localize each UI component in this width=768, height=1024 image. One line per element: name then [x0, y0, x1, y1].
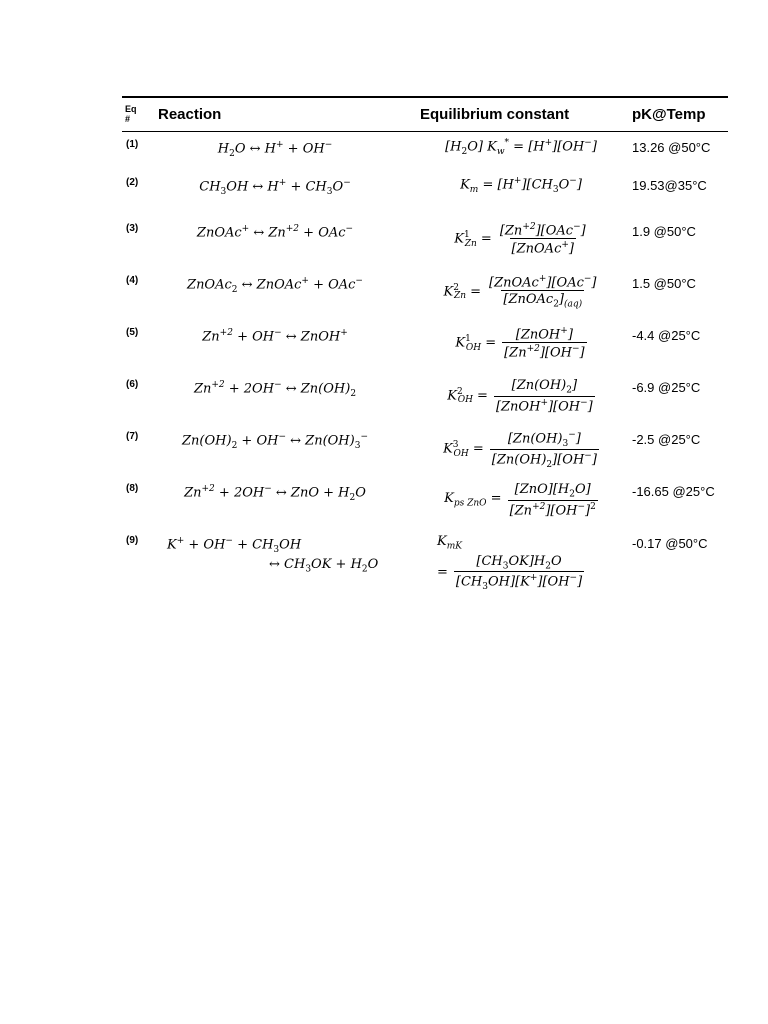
eq-number: (4) [126, 275, 139, 286]
table-row [122, 424, 728, 476]
eq-number: (5) [126, 327, 139, 338]
reaction-equation: $Zn^{+2} + 2OH^-$ ↔ $Zn(OH)_2$ [193, 380, 357, 399]
table-row [122, 132, 728, 170]
constant-header: Equilibrium constant [420, 106, 570, 123]
pk-value: 19.53@35°C [632, 178, 707, 193]
eq-number: (7) [126, 431, 139, 442]
equilibrium-expression: $K^3_{OH}$ = $\frac{[Zn(OH)_3^-]}{[Zn(OH)_2][OH^-]}$ [443, 430, 597, 470]
pk-value: 1.5 @50°C [632, 276, 696, 291]
reaction-header: Reaction [158, 106, 222, 123]
equilibrium-expression: $K_m = [H^+][CH_3O^-]$ [460, 176, 582, 195]
eq-number: (9) [126, 535, 139, 546]
table-row [122, 170, 728, 216]
table-row [122, 476, 728, 528]
equilibrium-table [122, 96, 728, 593]
reaction-equation: $Zn(OH)_2 + OH^-$ ↔ $Zn(OH)_3^-$ [182, 432, 368, 451]
equilibrium-expression: $K^2_{OH}$ = $\frac{[Zn(OH)_2]}{[ZnOH^+][OH^-]}$ [447, 378, 593, 414]
equilibrium-expression: $K_{mK}$ = $\frac{[CH_3OK]H_2O}{[CH_3OH][K^+][OH^-]}$ [437, 534, 583, 593]
eq-number: (3) [126, 223, 139, 234]
eq-number: (1) [126, 139, 139, 150]
pk-value: -6.9 @25°C [632, 380, 701, 395]
reaction-equation: $CH_3OH$ ↔ $H^+ + CH_3O^-$ [199, 178, 351, 197]
reaction-equation: ZnOAc$_2$ ↔ ZnOAc+ + OAc− [187, 276, 363, 295]
table-row [122, 216, 728, 268]
table-row [122, 268, 728, 320]
pk-value: -0.17 @50°C [632, 536, 708, 551]
reaction-equation: $K^+ + OH^- + CH_3OH$ ↔ $CH_3OK + H_2O$ [167, 536, 379, 575]
pk-value: 13.26 @50°C [632, 140, 711, 155]
table-row [122, 372, 728, 424]
eq-number: (8) [126, 483, 139, 494]
table-header [122, 98, 728, 131]
reaction-equation: ZnOAc+ ↔ $Zn^{+2} + OAc^-$ [196, 224, 354, 241]
eq-number: (2) [126, 177, 139, 188]
equilibrium-expression: $K_{ps ZnO}$ = $\frac{[ZnO][H_2O]}{[Zn^{+2}][OH^-]^2}$ [444, 482, 596, 518]
table-row [122, 320, 728, 372]
pk-value: 1.9 @50°C [632, 224, 696, 239]
eq-number: (6) [126, 379, 139, 390]
reaction-equation: $Zn^{+2} + OH^-$ ↔ ZnOH+ [202, 328, 348, 345]
equilibrium-expression: $K^2_{Zn}$ = $\frac{[ZnOAc^+][OAc^-]}{[ZnOAc_2]_{(aq)}}$ [443, 274, 597, 310]
equilibrium-expression: $[H_2O] K_w^* = [H^+][OH^-]$ [445, 138, 597, 157]
pk-header: pK@Temp [632, 106, 706, 123]
equilibrium-expression: $K^1_{Zn}$ = $\frac{[Zn^{+2}][OAc^-]}{[ZnOAc^+]}$ [454, 222, 586, 257]
pk-value: -4.4 @25°C [632, 328, 701, 343]
pk-value: -2.5 @25°C [632, 432, 701, 447]
eq-number-header: Eq # [125, 104, 137, 124]
equilibrium-expression: $K^1_{OH}$ = $\frac{[ZnOH^+]}{[Zn^{+2}][OH^-]}$ [455, 326, 585, 361]
table-row [122, 528, 728, 593]
reaction-equation: $H_2O$ ↔ H+ + OH− [217, 140, 333, 159]
pk-value: -16.65 @25°C [632, 484, 715, 499]
reaction-equation: $Zn^{+2} + 2OH^-$ ↔ ZnO + $H_2O$ [184, 484, 366, 503]
